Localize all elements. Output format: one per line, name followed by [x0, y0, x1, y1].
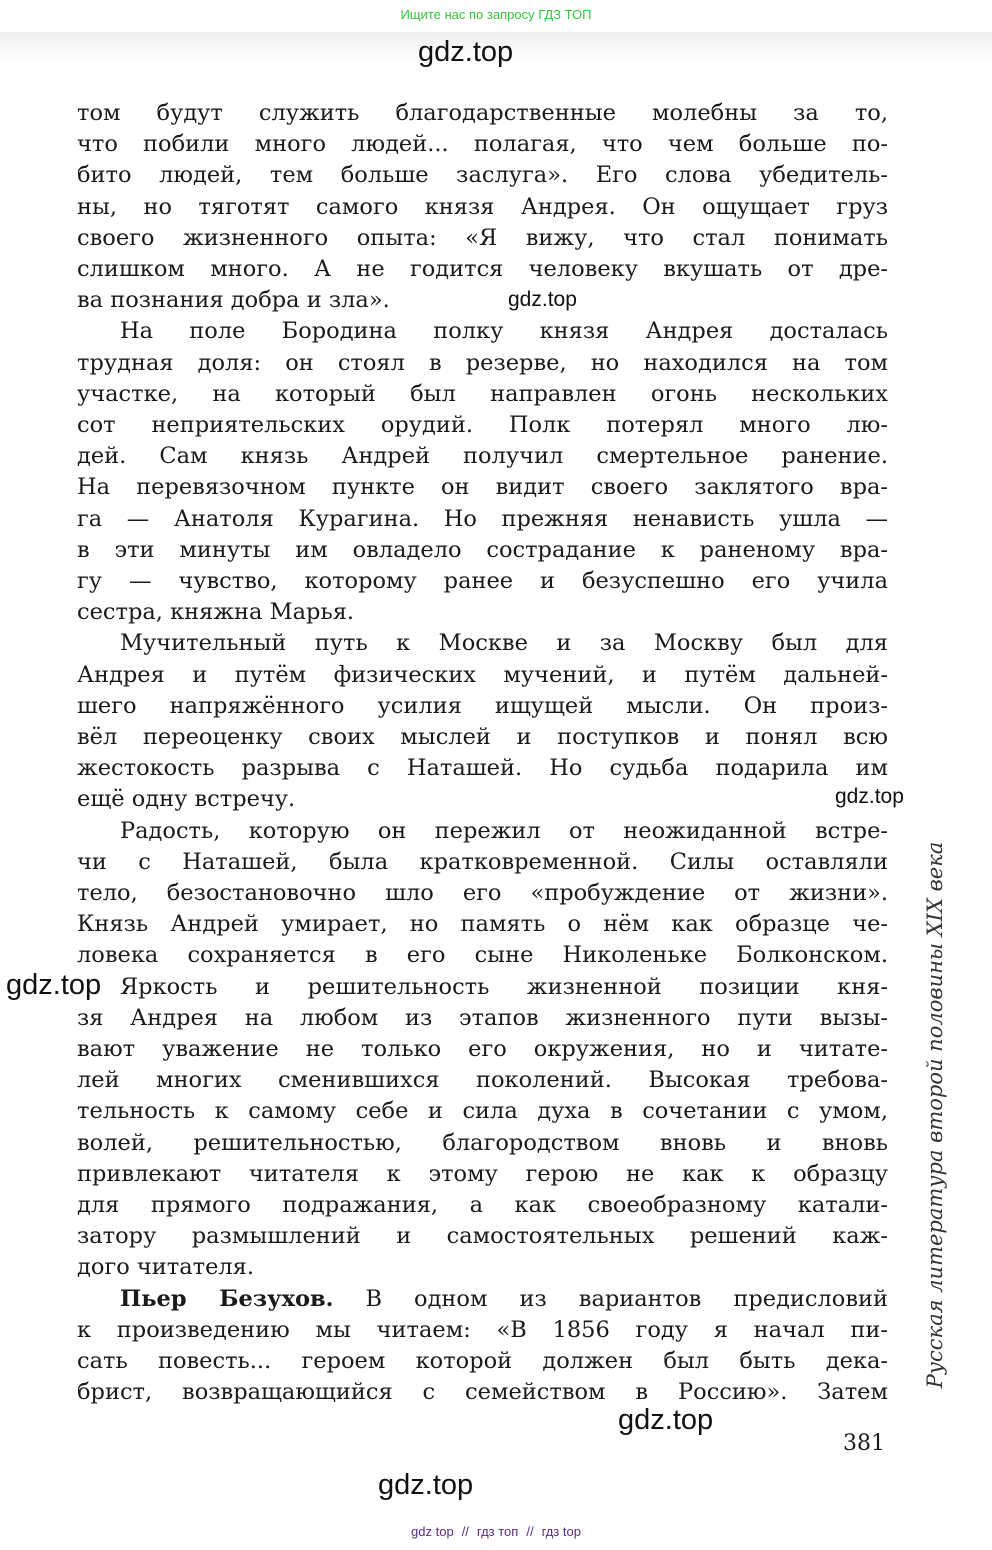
text-line: дого читателя. [77, 1254, 255, 1281]
text-line: трудная доля: он стоял в резерве, но находился на том [77, 349, 888, 376]
page-number: 381 [843, 1431, 885, 1456]
footer-link[interactable]: гдз топ [476, 1524, 519, 1539]
text-line: для прямого подражания, а как своеобразному катали- [77, 1192, 888, 1218]
text-line-content: В одном из вариантов предисловий [333, 1285, 889, 1312]
text-line: к произведению мы читаем: «В 1856 году я начал пи- [77, 1316, 888, 1343]
text-line: Радость, которую он пережил от неожиданной встре- [120, 817, 888, 844]
footer-link[interactable]: gdz top [411, 1524, 454, 1539]
text-line: На перевязочном пункте он видит своего заклятого вра- [77, 474, 888, 501]
watermark: gdz.top [618, 1404, 714, 1436]
text-line: На поле Бородина полку князя Андрея досталась [120, 318, 888, 345]
search-banner [0, 0, 992, 32]
text-line: брист, возвращающийся с семейством в Россию». Затем [77, 1379, 888, 1406]
banner-text: Ищите нас по запросу ГДЗ ТОП [400, 7, 592, 22]
text-line: затору размышлений и самостоятельных решений каж- [77, 1223, 888, 1250]
watermark: gdz.top [6, 969, 102, 1001]
text-line: слишком много. А не годится человеку вкушать от дре- [77, 256, 888, 282]
text-line: сот неприятельских орудий. Полк потерял много лю- [77, 412, 888, 438]
side-section-title: Русская литература второй половины XIX века [923, 841, 947, 1389]
text-line: Яркость и решительность жизненной позиции кня- [120, 973, 888, 1000]
text-line: ещё одну встречу. [77, 786, 296, 813]
text-line: своего жизненного опыта: «Я вижу, что стал понимать [77, 224, 888, 251]
text-line: дей. Сам князь Андрей получил смертельное ранение. [77, 443, 888, 470]
text-line: ва познания добра и зла». [77, 287, 390, 314]
text-line: вают уважение не только его окружения, но и читате- [77, 1036, 888, 1062]
text-line: что побили много людей... полагая, что чем больше по- [77, 131, 888, 158]
section-heading: Пьер Безухов. [120, 1285, 334, 1312]
watermark: gdz.top [378, 1469, 474, 1501]
text-line: тельность к самому себе и сила духа в сочетании с умом, [77, 1098, 888, 1125]
text-line: Князь Андрей умирает, но память о нём как образце че- [77, 911, 888, 938]
text-line: жестокость разрыва с Наташей. Но судьба подарила им [77, 755, 888, 782]
text-line: лей многих сменившихся поколений. Высокая требова- [77, 1067, 888, 1094]
footer-separator: // [461, 1524, 469, 1539]
text-line [120, 1284, 888, 1315]
text-line: сестра, княжна Марья. [77, 599, 355, 626]
text-line: вёл переоценку своих мыслей и поступков и понял всю [77, 724, 888, 750]
text-line: чи с Наташей, была кратковременной. Силы оставляли [77, 848, 888, 875]
text-line: сать повесть... героем которой должен был быть дека- [77, 1348, 888, 1374]
footer-separator: // [526, 1524, 534, 1539]
text-line: волей, решительностью, благородством вновь и вновь [77, 1129, 888, 1156]
watermark: gdz.top [418, 36, 514, 68]
text-line: зя Андрея на любом из этапов жизненного пути вызы- [77, 1004, 888, 1031]
text-line: привлекают читателя к этому герою не как к образцу [77, 1160, 888, 1187]
watermark: gdz.top [835, 785, 904, 808]
text-line: бито людей, тем больше заслуга». Его слова убедитель- [77, 162, 888, 189]
text-line: участке, на который был направлен огонь нескольких [77, 380, 888, 407]
text-line: шего напряжённого усилия ищущей мысли. Он произ- [77, 692, 888, 719]
text-line: ны, но тяготят самого князя Андрея. Он ощущает груз [77, 193, 888, 220]
footer-link[interactable]: гдз top [541, 1524, 581, 1539]
text-line: Андрея и путём физических мучений, и путём дальней- [77, 661, 888, 688]
text-line: том будут служить благодарственные молебны за то, [77, 100, 888, 126]
text-line: Мучительный путь к Москве и за Москву был для [120, 630, 888, 657]
footer-links [0, 1524, 992, 1539]
text-line: гу — чувство, которому ранее и безуспешно его учила [77, 568, 888, 594]
text-line: га — Анатоля Курагина. Но прежняя ненависть ушла — [77, 505, 888, 532]
text-line: ловека сохраняется в его сыне Николеньке Болконском. [77, 942, 888, 969]
text-line: тело, безостановочно шло его «пробуждение от жизни». [77, 880, 888, 906]
text-line: в эти минуты им овладело сострадание к раненому вра- [77, 536, 888, 563]
watermark: gdz.top [508, 288, 577, 311]
